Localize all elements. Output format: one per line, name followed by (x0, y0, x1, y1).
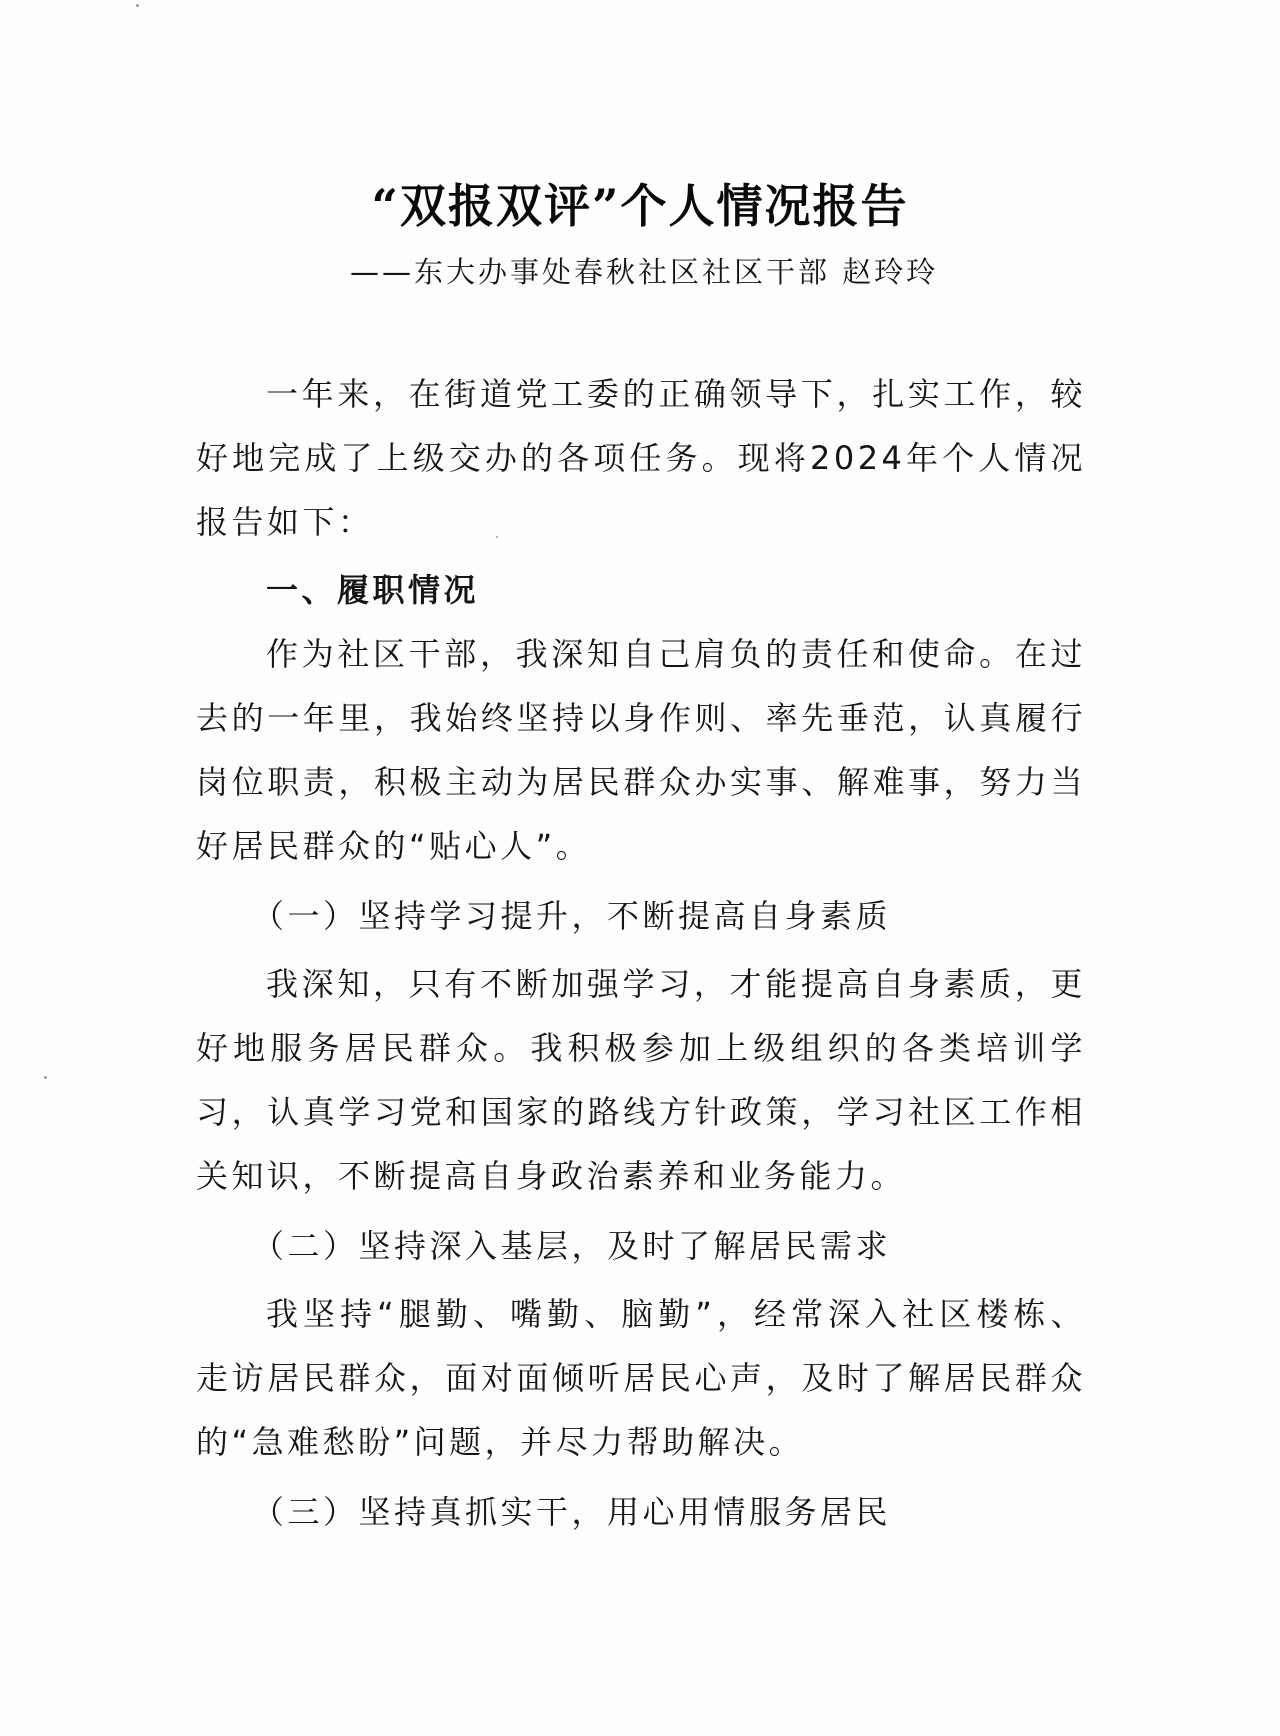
document-subtitle: ——东大办事处春秋社区社区干部 赵玲玲 (350, 255, 939, 289)
subsection-2-heading: （二）坚持深入基层，及时了解居民需求 (252, 1227, 892, 1265)
scan-speck (44, 1076, 47, 1079)
section-1-heading: 一、履职情况 (266, 571, 480, 609)
scan-speck (496, 536, 498, 538)
subsection-1-heading: （一）坚持学习提升，不断提高自身素质 (252, 897, 892, 935)
subsection-3-heading: （三）坚持真抓实干，用心用情服务居民 (252, 1493, 892, 1531)
section-1-paragraph: 作为社区干部，我深知自己肩负的责任和使命。在过去的一年里，我始终坚持以身作则、率先垂范，认真履行岗位职责，积极主动为居民群众办实事、解难事，努力当好居民群众的“贴心人”。 (196, 635, 1086, 865)
subsection-2-paragraph: 我坚持“腿勤、嘴勤、脑勤”，经常深入社区楼栋、走访居民群众，面对面倾听居民心声，及时了解居民群众的“急难愁盼”问题，并尽力帮助解决。 (196, 1295, 1086, 1461)
document-title: “双报双评”个人情况报告 (371, 179, 909, 233)
intro-paragraph: 一年来，在街道党工委的正确领导下，扎实工作，较好地完成了上级交办的各项任务。现将2024年个人情况报告如下： (196, 375, 1086, 541)
document-body (196, 362, 1086, 1548)
subsection-1-paragraph: 我深知，只有不断加强学习，才能提高自身素质，更好地服务居民群众。我积极参加上级组织的各类培训学习，认真学习党和国家的路线方针政策，学习社区工作相关知识，不断提高自身政治素养和业务能力。 (196, 965, 1086, 1195)
scan-speck (136, 4, 139, 7)
